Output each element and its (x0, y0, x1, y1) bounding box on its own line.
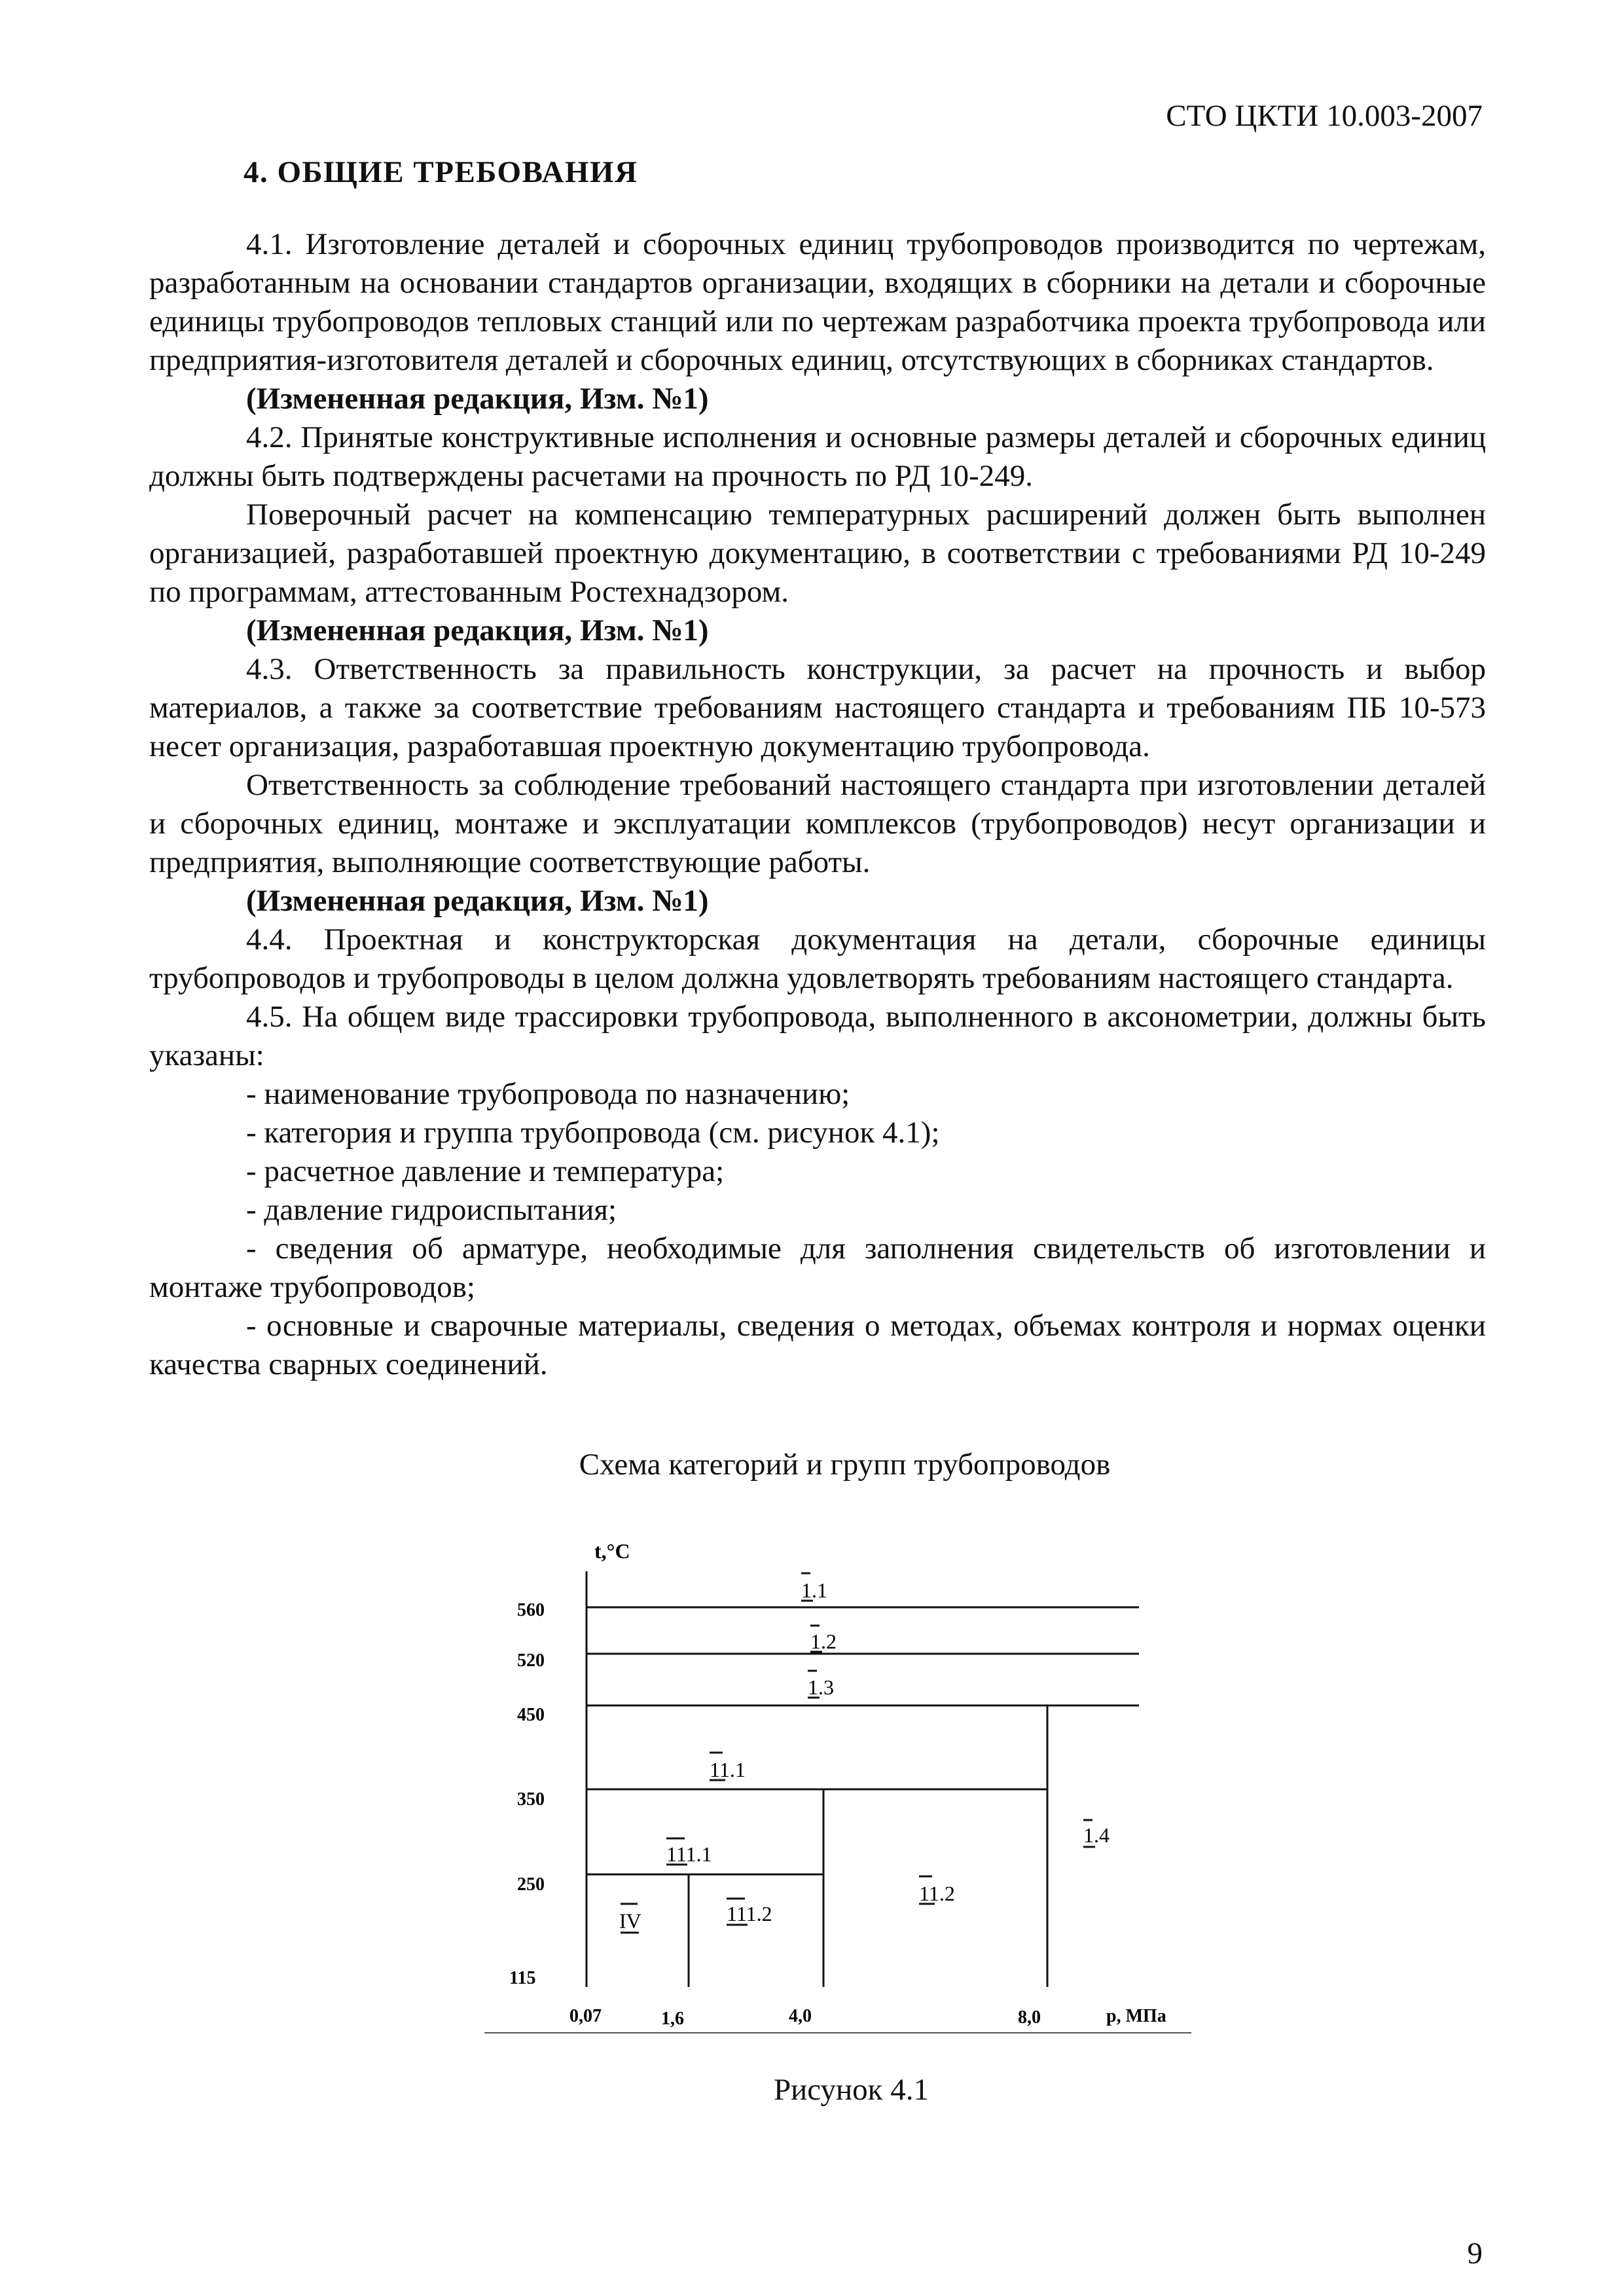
svg-text:IV: IV (619, 1909, 641, 1933)
y-tick-label: 520 (517, 1650, 545, 1671)
list-item: - сведения об арматуре, необходимые для заполнения свидетельств об изготовлении и монтаже трубопроводов; (149, 1231, 1486, 1304)
section-title: 4. ОБЩИЕ ТРЕБОВАНИЯ (244, 155, 638, 189)
paragraph: Ответственность за соблюдение требований настоящего стандарта при изготовлении деталей и сборочных единиц, монтаже и эксплуатации комплексов (трубопроводов) несут организации и предприятия, выполняющие соответствующие работы. (149, 768, 1486, 879)
y-tick-label: 350 (517, 1789, 545, 1810)
y-tick-label: 560 (517, 1600, 545, 1620)
amendment-note: (Измененная редакция, Изм. №1) (246, 382, 709, 416)
paragraph: 4.5. На общем виде трассировки трубопровода, выполненного в аксонометрии, должны быть указаны: (149, 1000, 1486, 1072)
list-item: - давление гидроиспытания; (246, 1193, 617, 1227)
svg-text:1.1: 1.1 (801, 1578, 827, 1602)
region-label-111-1 (666, 1838, 712, 1866)
page-number: 9 (1467, 2236, 1483, 2270)
paragraph: 4.2. Принятые конструктивные исполнения и основные размеры деталей и сборочных единиц должны быть подтверждены расчетами на прочность по РД 10-249. (149, 420, 1486, 493)
x-tick-label: 0,07 (569, 2006, 602, 2026)
x-tick-label: 4,0 (789, 2006, 812, 2026)
region-label-iv (619, 1904, 641, 1933)
category-diagram (484, 1519, 1204, 2043)
y-tick-label: 115 (509, 1968, 536, 1988)
list-item: - расчетное давление и температура; (246, 1154, 725, 1188)
region-label-11-2 (919, 1876, 955, 1905)
x-axis-label: p, МПа (1106, 2006, 1166, 2026)
region-label-1-1 (801, 1573, 827, 1602)
paragraph: 4.4. Проектная и конструкторская документация на детали, сборочные единицы трубопроводов и трубопроводы в целом должна удовлетворять требованиям настоящего стандарта. (149, 922, 1486, 995)
list-item: - наименование трубопровода по назначению; (246, 1077, 850, 1111)
region-label-1-3 (808, 1671, 834, 1699)
region-label-111-2 (727, 1899, 772, 1925)
y-tick-label: 450 (517, 1705, 545, 1725)
svg-text:111.1: 111.1 (666, 1842, 712, 1866)
x-tick-label: 1,6 (661, 2009, 684, 2029)
y-tick-label: 250 (517, 1874, 545, 1895)
body-text (149, 225, 1486, 1384)
svg-text:111.2: 111.2 (727, 1902, 772, 1925)
svg-text:11.2: 11.2 (919, 1882, 955, 1905)
svg-text:11.1: 11.1 (710, 1758, 746, 1781)
amendment-note: (Измененная редакция, Изм. №1) (246, 884, 709, 918)
svg-text:1.3: 1.3 (808, 1675, 834, 1699)
svg-text:1.4: 1.4 (1083, 1823, 1110, 1847)
y-axis-label: t,°C (594, 1539, 630, 1563)
paragraph: Поверочный расчет на компенсацию температурных расширений должен быть выполнен организацией, разработавшей проектную документацию, в соответствии с требованиями РД 10-249 по программам, аттестованным Ростехнадзором. (149, 498, 1486, 609)
amendment-note: (Измененная редакция, Изм. №1) (246, 613, 709, 647)
list-item: - основные и сварочные материалы, сведения о методах, объемах контроля и нормах оценки качества сварных соединений. (149, 1309, 1486, 1381)
region-label-1-4 (1083, 1820, 1110, 1847)
paragraph: 4.1. Изготовление деталей и сборочных единиц трубопроводов производится по чертежам, разработанным на основании стандартов организации, входящих в сборники на детали и сборочные единицы трубопроводов тепловых станций или по чертежам разработчика проекта трубопровода или предприятия-изготовителя деталей и сборочных единиц, отсутствующих в сборниках стандартов. (149, 227, 1486, 377)
document-code: СТО ЦКТИ 10.003-2007 (1166, 99, 1483, 133)
figure-caption: Рисунок 4.1 (773, 2073, 929, 2107)
list-item: - категория и группа трубопровода (см. рисунок 4.1); (246, 1116, 940, 1150)
region-label-1-2 (810, 1626, 837, 1653)
diagram-svg (484, 1519, 1204, 2043)
figure-title: Схема категорий и групп трубопроводов (579, 1448, 1111, 1482)
svg-text:1.2: 1.2 (810, 1630, 837, 1653)
region-label-11-1 (710, 1753, 746, 1781)
paragraph: 4.3. Ответственность за правильность конструкции, за расчет на прочность и выбор материалов, а также за соответствие требованиям настоящего стандарта и требованиям ПБ 10-573 несет организация, разработавшая проектную документацию трубопровода. (149, 652, 1486, 763)
x-tick-label: 8,0 (1018, 2007, 1041, 2028)
